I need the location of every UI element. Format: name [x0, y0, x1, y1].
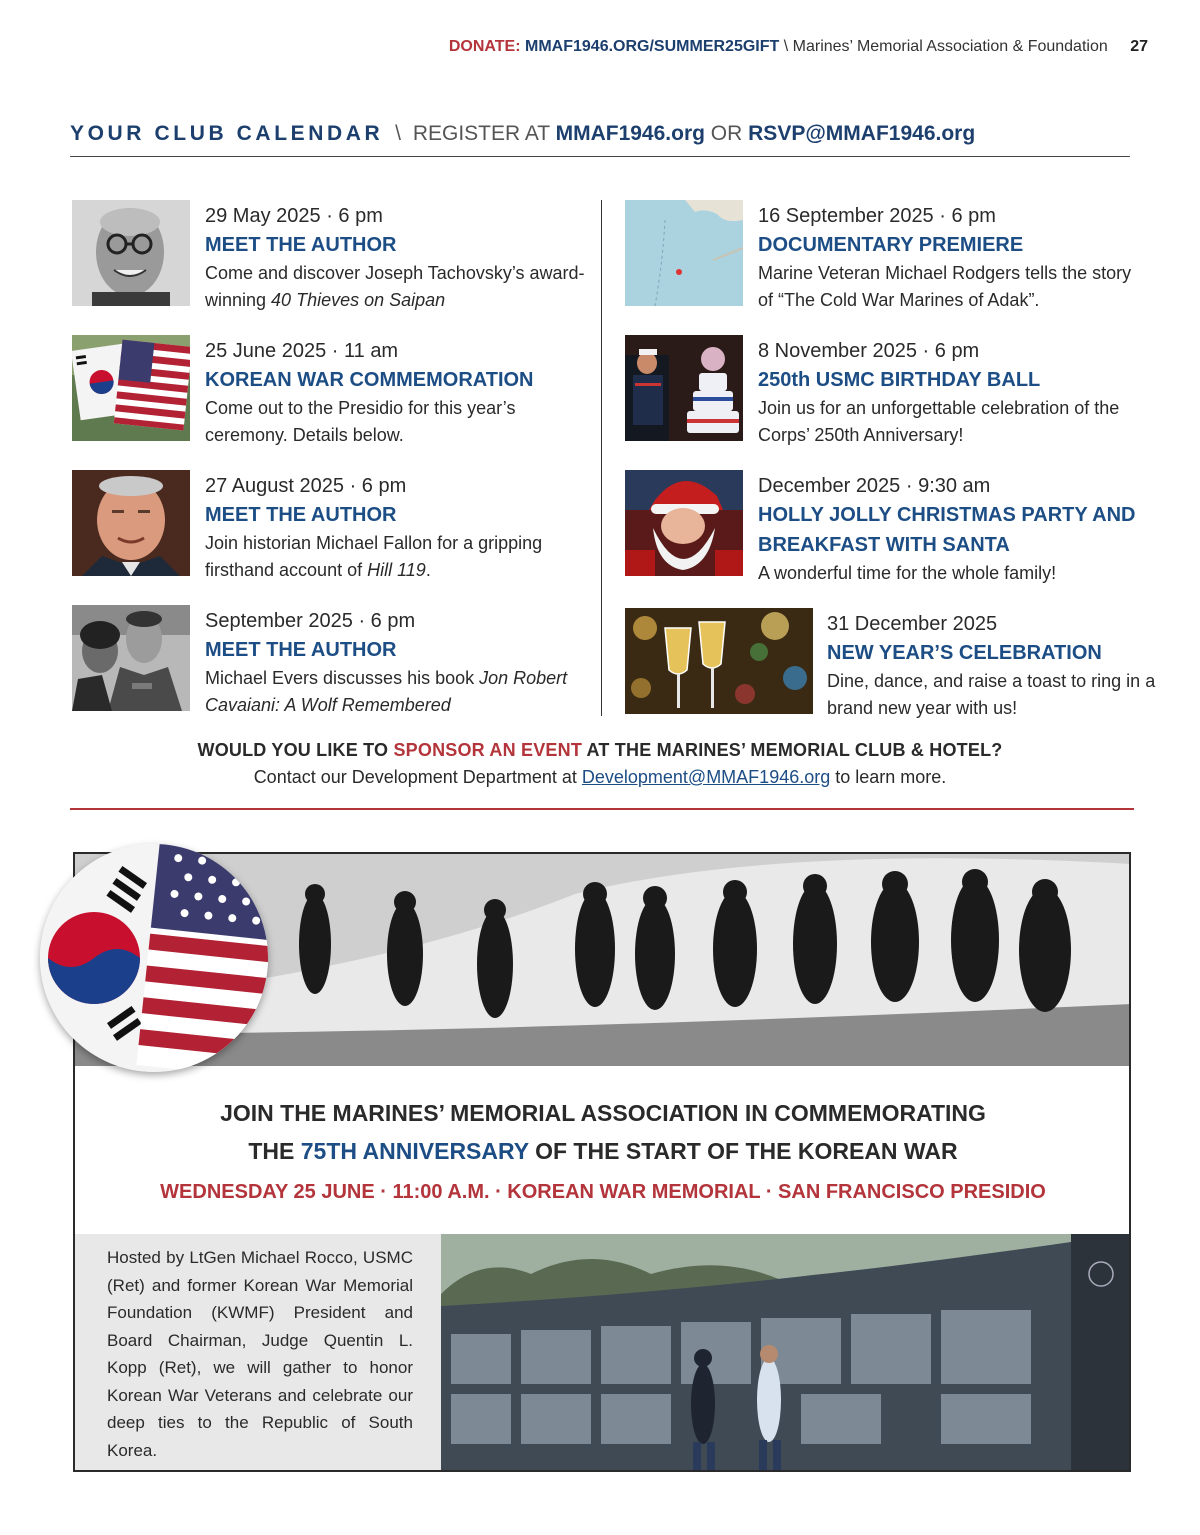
event-date: 25 June 2025 · 11 am: [205, 340, 399, 362]
feature-headline: [75, 1094, 1131, 1170]
event-date: December 2025 · 9:30 am: [758, 475, 991, 497]
page-number: 27: [1130, 38, 1148, 55]
column-divider: [601, 200, 602, 716]
event-title: KOREAN WAR COMMEMORATION: [205, 369, 534, 391]
headline-line-2: THE 75TH ANNIVERSARY OF THE START OF THE KOREAN WAR: [248, 1138, 958, 1164]
event-text: [205, 202, 595, 314]
event-title: DOCUMENTARY PREMIERE: [758, 234, 1024, 256]
event-description: Join us for an unforgettable celebration of the Corps’ 250th Anniversary!: [758, 398, 1120, 445]
calendar-heading: [70, 122, 1130, 146]
event-title: NEW YEAR’S CELEBRATION: [827, 642, 1102, 664]
event-date: 8 November 2025 · 6 pm: [758, 340, 980, 362]
author-portrait-image: [72, 605, 190, 711]
event-description: Michael Evers discusses his book Jon Robert Cavaiani: A Wolf Remembered: [205, 668, 568, 715]
headline-line-1: JOIN THE MARINES’ MEMORIAL ASSOCIATION IN COMMEMORATING: [220, 1100, 986, 1126]
event-text: [205, 472, 595, 584]
event-date: 16 September 2025 · 6 pm: [758, 205, 996, 227]
hosted-by-text: Hosted by LtGen Michael Rocco, USMC (Ret) and former Korean War Memorial Foundation (KWMF) President and Board Chairman, Judge Quentin L. Kopp (Ret), we will gather to honor Korean War Veterans and celebrate our deep ties to the Republic of South Korea.: [75, 1234, 441, 1472]
event-title: MEET THE AUTHOR: [205, 504, 397, 526]
event-description: Join historian Michael Fallon for a gripping firsthand account of Hill 119.: [205, 533, 543, 580]
event-text: [205, 337, 595, 449]
event-text: [758, 202, 1148, 314]
book-title: 40 Thieves on Saipan: [271, 290, 446, 310]
event-description: Come and discover Joseph Tachovsky’s award-winning 40 Thieves on Saipan: [205, 263, 585, 310]
event-text: [205, 607, 595, 719]
event-text: [827, 610, 1157, 722]
register-link[interactable]: MMAF1946.org: [555, 122, 705, 145]
event-title: HOLLY JOLLY CHRISTMAS PARTY AND BREAKFAST WITH SANTA: [758, 504, 1136, 556]
sponsor-question: WOULD YOU LIKE TO SPONSOR AN EVENT AT THE MARINES’ MEMORIAL CLUB & HOTEL?: [197, 740, 1003, 760]
sponsor-contact: Contact our Development Department at Development@MMAF1946.org to learn more.: [253, 767, 947, 787]
map-image: [625, 200, 743, 306]
event-text: [758, 337, 1148, 449]
donate-label: DONATE:: [448, 38, 521, 55]
divider: [70, 156, 1130, 157]
development-email-link[interactable]: Development@MMAF1946.org: [581, 767, 831, 787]
anniversary-highlight: 75TH ANNIVERSARY: [300, 1138, 529, 1164]
book-title: Hill 119: [367, 560, 426, 580]
event-date: 27 August 2025 · 6 pm: [205, 475, 407, 497]
author-portrait-image: [72, 200, 190, 306]
event-description: A wonderful time for the whole family!: [758, 563, 1057, 583]
event-date: September 2025 · 6 pm: [205, 610, 416, 632]
event-description: Dine, dance, and raise a toast to ring in a brand new year with us!: [827, 671, 1156, 718]
event-date: 29 May 2025 · 6 pm: [205, 205, 383, 227]
santa-image: [625, 470, 743, 576]
org-name: Marines’ Memorial Association & Foundation: [792, 38, 1108, 55]
divider: [70, 808, 1134, 810]
birthday-cake-image: [625, 335, 743, 441]
register-prefix: REGISTER AT: [412, 122, 550, 145]
event-date: 31 December 2025: [827, 613, 998, 635]
calendar-separator: \: [395, 122, 401, 145]
korean-war-memorial-image: [441, 1234, 1131, 1472]
rsvp-email-link[interactable]: RSVP@MMAF1946.org: [748, 122, 976, 145]
event-text: [758, 472, 1148, 587]
champagne-toast-image: [625, 608, 813, 714]
event-description: Marine Veteran Michael Rodgers tells the story of “The Cold War Marines of Adak”.: [758, 263, 1132, 310]
event-details: WEDNESDAY 25 JUNE · 11:00 A.M. · KOREAN WAR MEMORIAL · SAN FRANCISCO PRESIDIO: [160, 1181, 1046, 1203]
page-header: [449, 38, 1148, 56]
sponsor-highlight: SPONSOR AN EVENT: [393, 740, 583, 760]
event-title: 250th USMC BIRTHDAY BALL: [758, 369, 1041, 391]
calendar-title: YOUR CLUB CALENDAR: [70, 122, 384, 145]
event-title: MEET THE AUTHOR: [205, 234, 397, 256]
korean-us-flag-badge: [40, 844, 268, 1072]
donate-link[interactable]: MMAF1946.ORG/SUMMER25GIFT: [525, 38, 780, 55]
event-title: MEET THE AUTHOR: [205, 639, 397, 661]
flags-image: [72, 335, 190, 441]
sponsor-callout: [0, 740, 1200, 788]
author-portrait-image: [72, 470, 190, 576]
header-separator: \: [783, 38, 789, 55]
book-title: Jon Robert Cavaiani: A Wolf Remembered: [205, 668, 568, 715]
or-text: OR: [710, 122, 743, 145]
event-description: Come out to the Presidio for this year’s ceremony. Details below.: [205, 398, 516, 445]
